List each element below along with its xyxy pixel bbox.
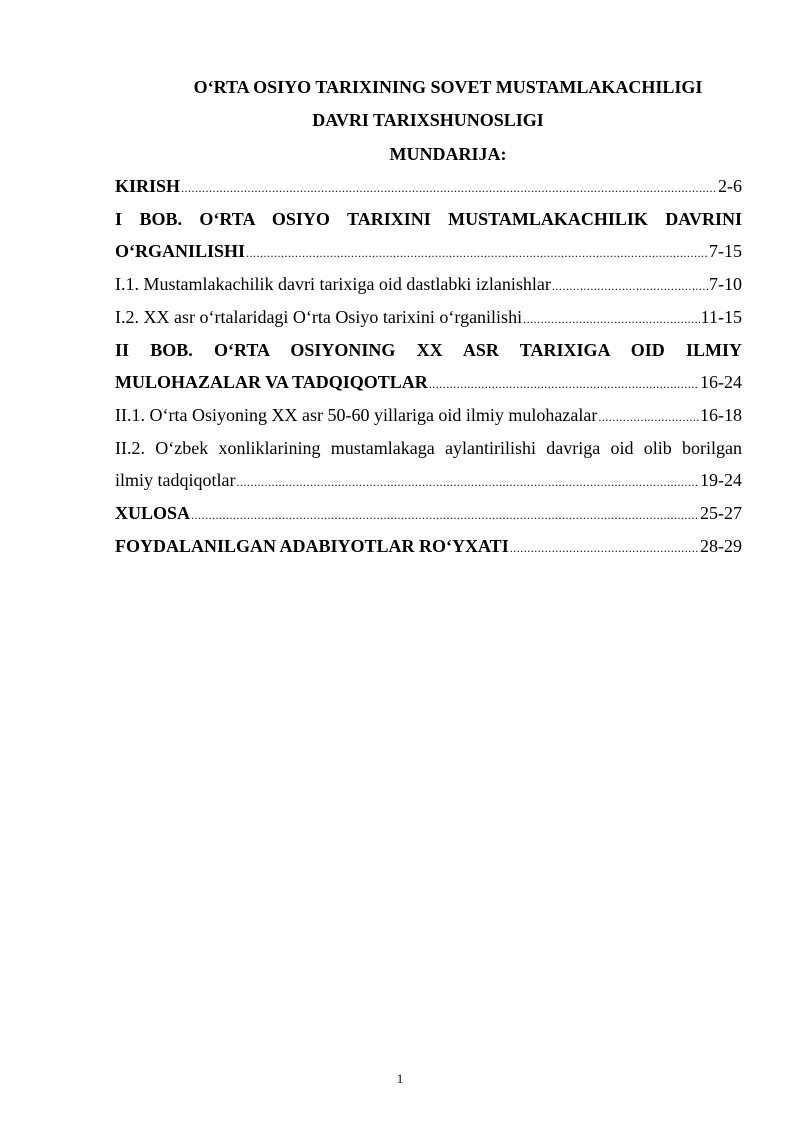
- toc-entry-label: I BOB. O‘RTA OSIYO TARIXINI MUSTAMLAKACHILIK DAVRINI: [115, 209, 742, 229]
- toc-entry-label: II.1. O‘rta Osiyoning XX asr 50-60 yillariga oid ilmiy mulohazalar: [115, 405, 598, 425]
- toc-dot-leader: [181, 176, 717, 200]
- toc-entry-pages: 16-24: [700, 372, 742, 392]
- toc-entry-2-2-line-1: [115, 436, 742, 460]
- toc-entry-label: I.2. XX asr o‘rtalaridagi O‘rta Osiyo tarixini o‘rganilishi: [115, 307, 523, 327]
- toc-entry-pages: 16-18: [700, 405, 742, 425]
- toc-dot-leader: [598, 405, 699, 429]
- toc-entry-pages: 11-15: [700, 307, 742, 327]
- toc-dot-leader: [552, 274, 708, 298]
- page-number: 1: [396, 1071, 404, 1086]
- toc-dot-leader: [523, 307, 700, 331]
- toc-entry-pages: 2-6: [718, 176, 742, 196]
- toc-entry-2-2-line-2: [115, 468, 742, 492]
- toc-dot-leader: [191, 503, 699, 527]
- toc-entry-pages: 28-29: [700, 536, 742, 556]
- toc-entry-xulosa: [115, 501, 742, 525]
- toc-entry-label: XULOSA: [115, 503, 191, 523]
- toc-entry-label: MULOHAZALAR VA TADQIQOTLAR: [115, 372, 428, 392]
- toc-entry-pages: 19-24: [700, 470, 742, 490]
- toc-entry-pages: 25-27: [700, 503, 742, 523]
- toc-entry-bob2-line-1: [115, 338, 742, 362]
- document-title-line-1: O‘RTA OSIYO TARIXINING SOVET MUSTAMLAKACHILIGI: [193, 77, 703, 97]
- toc-entry-bob1-line-1: [115, 207, 742, 231]
- toc-entry-label: I.1. Mustamlakachilik davri tarixiga oid dastlabki izlanishlar: [115, 274, 551, 294]
- toc-dot-leader: [246, 241, 708, 265]
- toc-entry-bob2-line-2: [115, 370, 742, 394]
- toc-dot-leader: [429, 372, 699, 396]
- toc-entry-adabiyotlar: [115, 534, 742, 558]
- toc-entry-label: ilmiy tadqiqotlar: [115, 470, 236, 490]
- toc-entry-1-1: [115, 272, 742, 296]
- toc-entry-label: FOYDALANILGAN ADABIYOTLAR RO‘YXATI: [115, 536, 509, 556]
- toc-entry-label: II.2. O‘zbek xonliklarining mustamlakaga aylantirilishi davriga oid olib borilgan: [115, 438, 742, 458]
- document-title-line-2: DAVRI TARIXSHUNOSLIGI: [312, 110, 544, 130]
- toc-entry-1-2: [115, 305, 742, 329]
- contents-heading: MUNDARIJA:: [389, 144, 507, 164]
- toc-dot-leader: [510, 536, 699, 560]
- toc-entry-label: O‘RGANILISHI: [115, 241, 246, 261]
- toc-entry-label: KIRISH: [115, 176, 181, 196]
- toc-dot-leader: [236, 470, 699, 494]
- toc-entry-label: II BOB. O‘RTA OSIYONING XX ASR TARIXIGA OID ILMIY: [115, 340, 742, 360]
- toc-entry-2-1: [115, 403, 742, 427]
- toc-entry-pages: 7-10: [709, 274, 742, 294]
- toc-entry-kirish: [115, 174, 742, 198]
- toc-entry-bob1-line-2: [115, 239, 742, 263]
- toc-entry-pages: 7-15: [709, 241, 742, 261]
